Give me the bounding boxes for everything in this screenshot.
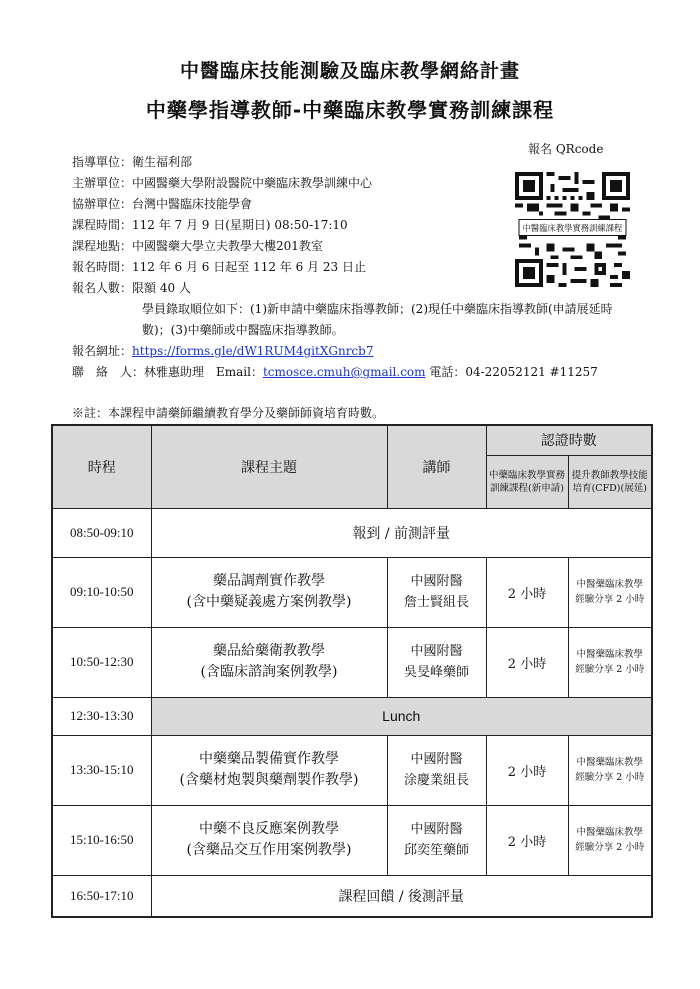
row-lecturer — [387, 557, 486, 627]
qrcode-label: 報名 QRcode — [528, 142, 604, 156]
co-organizer-unit: 協辦單位：台灣中醫臨床技能學會 — [72, 197, 253, 211]
row-time: 16:50-17:10 — [52, 875, 151, 917]
cfd-line2: 經驗分享 2 小時 — [575, 664, 645, 675]
lecturer-org: 中國附醫 — [410, 644, 463, 659]
supervisor-unit: 指導單位：衛生福利部 — [72, 155, 193, 169]
priority-note: 學員錄取順位如下：(1)新申請中藥臨床指導教師；(2)現任中藥臨床指導教師(申請展延時數)；(3)中藥師或中醫臨床指導教師。 — [142, 302, 613, 337]
topic-sub: (含藥品交互作用案例教學) — [186, 842, 352, 858]
row-hours: 2 小時 — [486, 627, 568, 697]
cfd-line2: 經驗分享 2 小時 — [575, 772, 645, 783]
row-topic — [151, 627, 387, 697]
table-row — [52, 735, 652, 805]
qrcode-banner: 中醫臨床教學實務訓練課程 — [522, 223, 623, 234]
registration-time: 報名時間：112 年 6 月 6 日起至 112 年 6 月 23 日止 — [72, 260, 366, 274]
table-row — [52, 875, 652, 917]
registration-link[interactable]: https://forms.gle/dW1RUM4gitXGnrcb7 — [132, 344, 374, 358]
main-title: 中醫臨床技能測驗及臨床教學網絡計畫 — [179, 60, 520, 82]
table-row — [52, 805, 652, 875]
row-cfd — [568, 805, 652, 875]
contact-row — [72, 362, 632, 383]
quota: 報名人數：限額 40 人 — [72, 281, 191, 295]
row-lunch: Lunch — [151, 697, 652, 735]
info-section — [72, 152, 632, 383]
lecturer-name: 涂慶業組長 — [403, 773, 469, 788]
row-time: 09:10-10:50 — [52, 557, 151, 627]
topic-sub: (含中藥疑義處方案例教學) — [186, 594, 352, 610]
row-lecturer — [387, 735, 486, 805]
header-cert-renew: 提升教師教學技能培育(CFD)(展延) — [568, 455, 652, 508]
table-header-row — [52, 425, 652, 455]
cfd-line1: 中醫藥臨床教學 — [576, 579, 643, 590]
lecturer-name: 邱奕笙藥師 — [403, 843, 469, 858]
email-link[interactable]: tcmosce.cmuh@gmail.com — [262, 365, 426, 379]
row-hours: 2 小時 — [486, 735, 568, 805]
row-topic — [151, 557, 387, 627]
row-time: 15:10-16:50 — [52, 805, 151, 875]
sub-title: 中藥學指導教師-中藥臨床教學實務訓練課程 — [145, 98, 555, 122]
header-topic: 課程主題 — [151, 425, 387, 508]
phone: 電話：04-22052121 #11257 — [429, 365, 598, 379]
cfd-line1: 中醫藥臨床教學 — [576, 757, 643, 768]
topic-main: 中藥藥品製備實作教學 — [199, 751, 339, 767]
lecturer-name: 吳旻峰藥師 — [403, 665, 469, 680]
header-time: 時程 — [52, 425, 151, 508]
url-label: 報名網址： — [72, 344, 133, 358]
lecturer-name: 詹士賢組長 — [403, 595, 469, 610]
cfd-line1: 中醫藥臨床教學 — [576, 827, 643, 838]
table-row — [52, 508, 652, 557]
cfd-line2: 經驗分享 2 小時 — [575, 842, 645, 853]
lecturer-org: 中國附醫 — [410, 574, 463, 589]
row-topic — [151, 735, 387, 805]
course-note: ※註：本課程申請藥師繼續教育學分及藥師師資培育時數。 — [72, 406, 385, 420]
topic-main: 藥品調劑實作教學 — [213, 573, 325, 589]
course-time: 課程時間：112 年 7 月 9 日(星期日) 08:50-17:10 — [72, 218, 348, 232]
row-topic — [151, 805, 387, 875]
row-cfd — [568, 627, 652, 697]
row-merged: 報到 / 前測評量 — [151, 508, 652, 557]
organizer-unit: 主辦單位：中國醫藥大學附設醫院中藥臨床教學訓練中心 — [72, 176, 373, 190]
row-cfd — [568, 557, 652, 627]
row-time: 13:30-15:10 — [52, 735, 151, 805]
row-lecturer — [387, 627, 486, 697]
table-row — [52, 697, 652, 735]
row-merged: 課程回饋 / 後測評量 — [151, 875, 652, 917]
schedule-table — [51, 424, 653, 918]
row-time: 10:50-12:30 — [52, 627, 151, 697]
row-time: 08:50-09:10 — [52, 508, 151, 557]
topic-sub: (含藥材炮製與藥劑製作教學) — [179, 772, 359, 788]
topic-main: 藥品給藥衛教教學 — [213, 643, 325, 659]
table-row — [52, 557, 652, 627]
row-hours: 2 小時 — [486, 557, 568, 627]
table-row — [52, 627, 652, 697]
cfd-line1: 中醫藥臨床教學 — [576, 649, 643, 660]
row-cfd — [568, 735, 652, 805]
cfd-line2: 經驗分享 2 小時 — [575, 594, 645, 605]
topic-sub: (含臨床諮詢案例教學) — [200, 664, 338, 680]
lecturer-org: 中國附醫 — [410, 752, 463, 767]
row-lecturer — [387, 805, 486, 875]
header-lecturer: 講師 — [387, 425, 486, 508]
row-time: 12:30-13:30 — [52, 697, 151, 735]
row-hours: 2 小時 — [486, 805, 568, 875]
course-venue: 課程地點：中國醫藥大學立夫教學大樓201教室 — [72, 239, 323, 253]
header-cert: 認證時數 — [486, 425, 652, 455]
header-cert-new: 中藥臨床教學實務訓練課程(新申請) — [486, 455, 568, 508]
topic-main: 中藥不良反應案例教學 — [199, 821, 339, 837]
lecturer-org: 中國附醫 — [410, 822, 463, 837]
registration-url-row — [72, 341, 632, 362]
contact-label: 聯 絡 人：林雅惠助理 Email： — [72, 365, 263, 379]
